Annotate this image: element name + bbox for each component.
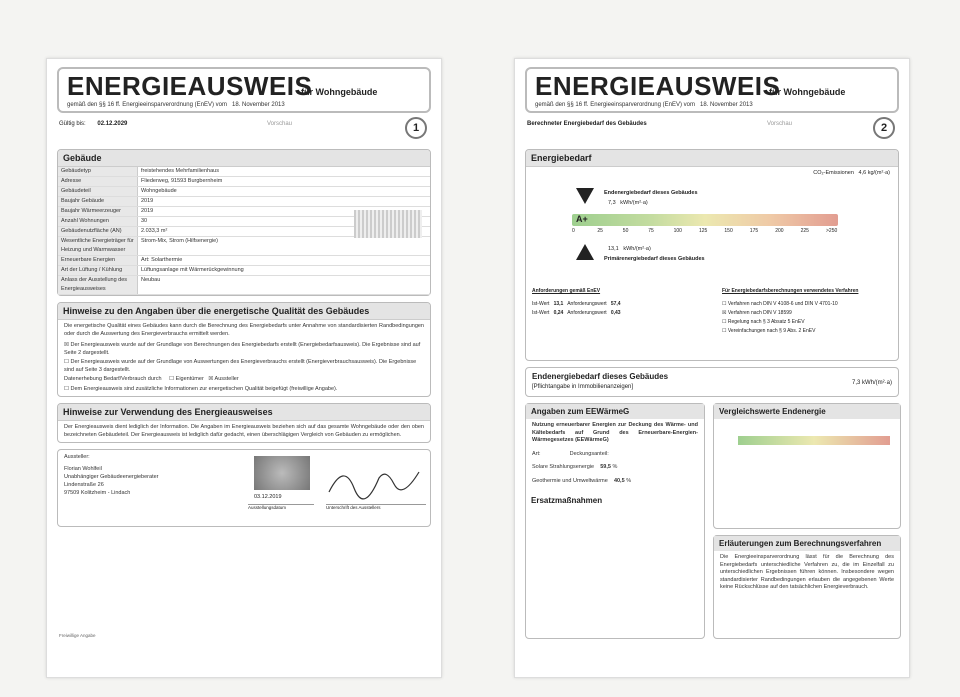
building-row [58, 276, 430, 295]
scale-tick: 75 [648, 228, 654, 234]
seal-image [254, 456, 310, 490]
issuer-street: Lindenstraße 26 [64, 482, 104, 488]
scale-tick: 0 [572, 228, 575, 234]
calc-label: Berechneter Energiebedarf des Gebäudes [527, 121, 647, 127]
section-title: Hinweise zu den Angaben über die energetische Qualität des Gebäudes [58, 303, 430, 320]
regulation-text: gemäß den §§ 16 ff. Energieeinsparverordnung (EnEV) vom [535, 102, 695, 108]
page-number-badge: 1 [405, 117, 427, 139]
row-value: Art: Solarthermie [141, 257, 183, 263]
certificate-title: ENERGIEAUSWEIS [67, 71, 313, 101]
valid-label: Gültig bis: [59, 121, 86, 127]
building-section [57, 149, 431, 296]
scale-ticks [572, 228, 838, 236]
row-key: Anlass der Ausstellung des Energieausweises [58, 276, 138, 294]
explain-section [713, 535, 901, 639]
row-value: Neubau [141, 277, 161, 283]
row-value: 2.033,3 m² [141, 228, 168, 234]
row-key: Baujahr Gebäude [58, 197, 138, 206]
row-key: Gebäudeteil [58, 187, 138, 196]
page-header [57, 67, 431, 113]
check-consumption: ☐ Der Energieausweis wurde auf der Grundlage von Auswertungen des Energieverbrauchs erstellt (Energieverbrauchsausweis). Die Ergebnisse sind auf Seite 3 dargestellt. [64, 359, 417, 373]
row-value: Fliederweg, 91593 Burgbernheim [141, 178, 223, 184]
building-type-label: für Wohngebäude [769, 87, 846, 97]
issuer-label: Aussteller: [64, 454, 90, 460]
eew-section: Angaben zum EEWärmeG Nutzung erneuerbarer Energien zur Deckung des Wärme- und Kältebedarfs auf Grund des Erneuerbare-Energien-Wärmegesetzes (EEWärmeG) Art: Deckungsanteil: Solare Strahlungsenergie 59,5 % Geothermie und Umweltwärme 40,5 % Ersatzmaßnahmen [525, 403, 705, 639]
page-header [525, 67, 899, 113]
row-key: Baujahr Wärmeerzeuger [58, 207, 138, 216]
end-energy-arrow-icon [576, 188, 594, 204]
section-title: Gebäude [58, 150, 430, 167]
building-row [58, 197, 430, 207]
row-value: Wohngebäude [141, 188, 177, 194]
issuer-city: 97509 Kolitzheim - Lindach [64, 490, 131, 496]
primary-energy-label: Primärenergiebedarf dieses Gebäudes [604, 256, 705, 262]
issuer-section [57, 449, 431, 527]
procedure-label: Für Energiebedarfsberechnungen verwendetes Verfahren [722, 288, 859, 294]
row-key: Erneuerbare Energien [58, 256, 138, 265]
regulation-date: 18. November 2013 [232, 102, 285, 108]
scale-tick: 150 [724, 228, 733, 234]
building-type-label: für Wohngebäude [301, 87, 378, 97]
row-value: 2019 [141, 198, 154, 204]
row-key: Art der Lüftung / Kühlung [58, 266, 138, 275]
building-row [58, 177, 430, 187]
issuer-name: Florian Wohlfeil [64, 466, 102, 472]
energy-class: A+ [576, 214, 588, 224]
requirements-values: Ist-Wert 13,1 Anforderungswert 57,4 Ist-Wert 0,24 Anforderungswert 0,43 [532, 301, 621, 316]
row-key: Gebäudetyp [58, 167, 138, 176]
row-value: Lüftungsanlage mit Wärmerückgewinnung [141, 267, 244, 273]
valid-until: 02.12.2029 [97, 121, 128, 127]
signature-image [324, 460, 424, 500]
certificate-page-1 [46, 58, 442, 678]
building-row [58, 167, 430, 177]
section-title: Vergleichswerte Endenergie [714, 404, 900, 419]
section-title: Hinweise zur Verwendung des Energieausweises [58, 404, 430, 421]
row-key: Anzahl Wohnungen [58, 217, 138, 226]
row-key: Wesentliche Energieträger für Heizung und Warmwasser [58, 237, 138, 255]
compare-section [713, 403, 901, 529]
scale-tick: 175 [749, 228, 759, 234]
row-value: 30 [141, 218, 148, 224]
hints-text: Die energetische Qualität eines Gebäudes kann durch die Berechnung des Energiebedarfs unter Annahme von standardisierten Randbedingungen oder durch die Auswertung des Energieverbrauchs ermittelt werden. [64, 323, 424, 337]
building-photo [354, 210, 422, 238]
usage-section [57, 403, 431, 443]
building-row [58, 256, 430, 266]
row-value: 2019 [141, 208, 154, 214]
row-key: Adresse [58, 177, 138, 186]
page-number-badge: 2 [873, 117, 895, 139]
scale-tick: 25 [597, 228, 603, 234]
ersatz-header: Ersatzmaßnahmen [531, 496, 603, 505]
unchecked-icon: ☐ [64, 359, 69, 365]
final-energy-sub: [Pflichtangabe in Immobilienanzeigen] [532, 384, 634, 390]
scale-tick: 200 [775, 228, 784, 234]
checked-icon: ☒ [64, 342, 69, 348]
register-note: Vorschau [267, 121, 293, 127]
unchecked-icon: ☐ [64, 385, 69, 392]
row-key: Gebäudenutzfläche (AN) [58, 227, 138, 236]
building-row [58, 237, 430, 256]
scale-tick: 100 [673, 228, 682, 234]
building-row [58, 266, 430, 276]
procedure-options: ☐ Verfahren nach DIN V 4108-6 und DIN V 4701-10 ☒ Verfahren nach DIN V 18599 ☐ Regelung nach § 3 Absatz 5 EnEV ☐ Vereinfachungen nach § 9 Abs. 2 EnEV [722, 301, 838, 334]
scale-tick: 225 [800, 228, 809, 234]
signature-label: Unterschrift des Ausstellers [326, 504, 426, 510]
section-title: Angaben zum EEWärmeG [526, 404, 704, 419]
demand-section: Energiebedarf CO₂-Emissionen 4,6 kg/(m²·a) Endenergiebedarf dieses Gebäudes 7,3 kWh/(m²·a) A+ 0 25 50 75 100 125 150 175 200 225 >250 13,1 kWh/(m²·a) Primärenergiebedarf dieses Gebäudes Anforderungen gemäß EnEV Ist-Wert 13,1 Anforderungswert 57,4 Ist-Wert 0,24 Anforderungswert 0,43 Für Energiebedarfsberechnungen verwendetes Verfahren ☐ Verfahren nach DIN V 4108-6 und DIN V 4701-10 ☒ Verfahren nach DIN V 18599 ☐ Regelung nach § 3 Absatz 5 EnEV ☐ Vereinfachungen nach § 9 Abs. 2 EnEV [525, 149, 899, 361]
issue-date-label: Ausstellungsdatum [248, 504, 314, 510]
certificate-title: ENERGIEAUSWEIS [535, 71, 781, 101]
energy-scale-bar [572, 214, 838, 226]
compare-scale-bar [738, 436, 890, 445]
final-energy-value: 7,3 kWh/(m²·a) [851, 380, 892, 386]
scale-tick: >250 [826, 228, 838, 234]
section-title: Erläuterungen zum Berechnungsverfahren [714, 536, 900, 551]
usage-text: Der Energieausweis dient lediglich der Information. Die Angaben im Energieausweis beziehen sich auf das gesamte Wohngebäude oder den oben bezeichneten Gebäudeteil. Der Energieausweis ist lediglich dafür gedacht, einen überschlägigen Vergleich von Gebäuden zu ermöglichen. [64, 424, 424, 438]
check-additional: ☐ Dem Energieausweis sind zusätzliche Informationen zur energetischen Qualität beigefügt (freiwillige Angabe). [64, 385, 338, 392]
final-energy-section [525, 367, 899, 397]
scale-tick: 50 [622, 228, 629, 234]
requirements-label: Anforderungen gemäß EnEV [532, 288, 601, 294]
issuer-role: Unabhängiger Gebäudeenergieberater [64, 474, 159, 480]
row-value: Strom-Mix, Strom (Hilfsenergie) [141, 238, 219, 244]
certificate-page-2 [514, 58, 910, 678]
row-value: freistehendes Mehrfamilienhaus [141, 168, 219, 174]
eew-row: Solare Strahlungsenergie 59,5 % [532, 464, 618, 470]
scale-tick: 125 [699, 228, 708, 234]
building-row [58, 187, 430, 197]
issue-date: 03.12.2019 [254, 494, 282, 500]
register-note: Vorschau [767, 121, 793, 127]
check-demand: ☒ Der Energieausweis wurde auf der Grundlage von Berechnungen des Energiebedarfs erstellt (Energiebedarfsausweis). Die Ergebnisse sind auf Seite 2 dargestellt. [64, 342, 421, 356]
data-collection: Datenerhebung Bedarf/Verbrauch durch ☐ Eigentümer ☒ Aussteller [64, 376, 239, 382]
hints-section [57, 302, 431, 397]
eew-subtitle: Nutzung erneuerbarer Energien zur Deckung des Wärme- und Kältebedarfs auf Grund des Erneuerbare-Energien-Wärmegesetzes (EEWärmeG) [532, 422, 698, 443]
eew-row: Geothermie und Umweltwärme 40,5 % [532, 477, 632, 484]
primary-energy-value: 13,1 [608, 246, 619, 252]
co2-readout: CO₂-Emissionen 4,6 kg/(m²·a) [813, 170, 890, 176]
regulation-text: gemäß den §§ 16 ff. Energieeinsparverordnung (EnEV) vom [67, 102, 227, 108]
end-energy-label: Endenergiebedarf dieses Gebäudes [604, 190, 698, 196]
section-title: Energiebedarf [526, 150, 898, 167]
end-energy-value: 7,3 [608, 200, 616, 206]
footnote: Freiwillige Angabe [59, 633, 96, 638]
explain-text: Die Energieeinsparverordnung lässt für die Berechnung des Energiebedarfs unterschiedliche Verfahren zu, die im Einzelfall zu unterschiedlichen Ergebnissen führen können. Insbesondere wegen standardisierter Randbedingungen erlauben die angegebenen Werte keine Rückschlüsse auf den tatsächlichen Energieverbrauch. [720, 554, 894, 590]
primary-energy-arrow-icon [576, 244, 594, 260]
regulation-date: 18. November 2013 [700, 102, 753, 108]
final-energy-header: Endenergiebedarf dieses Gebäudes [532, 372, 669, 381]
